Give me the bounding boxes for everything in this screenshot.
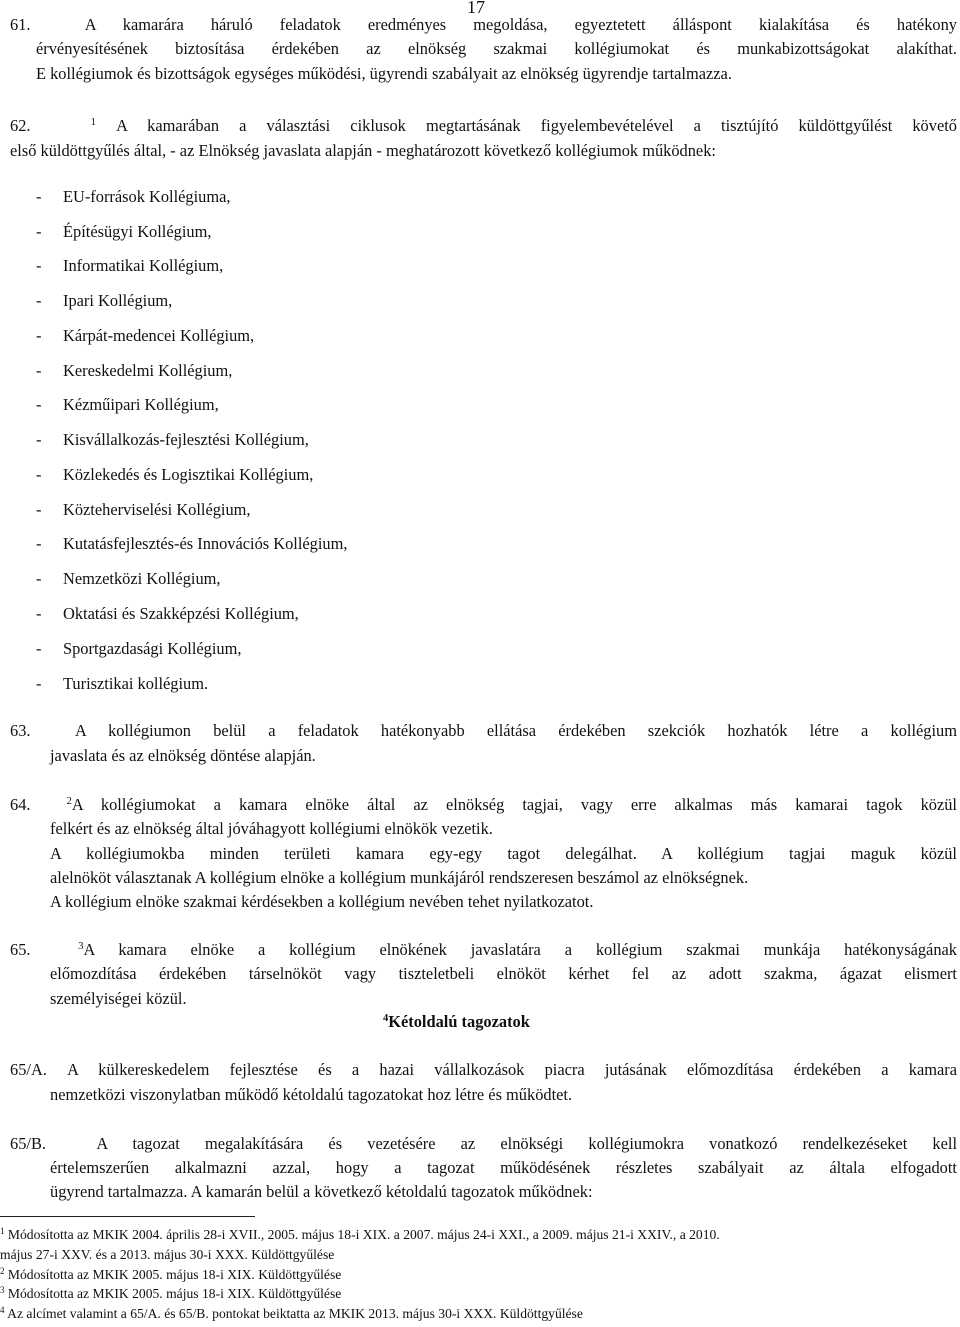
footnote: $^3$ Módosította az MKIK 2005. május 18-i XIX. Küldöttgyűlése [0,1285,342,1301]
list-item: - Építésügyi Kollégium, [36,222,212,241]
footnote: $^2$ Módosította az MKIK 2005. május 18-i XIX. Küldöttgyűlése [0,1266,342,1282]
paragraph-number: 65/B. [10,1134,46,1153]
paragraph-text: ügyrend tartalmazza. A kamarán belül a következő kétoldalú tagozatok működnek: [50,1182,593,1201]
list-item: - Kutatásfejlesztés-és Innovációs Kollégium, [36,534,348,553]
paragraph-text: A kamarában a választási ciklusok megtartásának figyelembevételével a tisztújító küldöttgyűlést követő [116,116,957,135]
footnote-ref: 2 [66,796,72,807]
paragraph-number: 62. [10,116,31,135]
paragraph-text: nemzetközi viszonylatban működő kétoldalú tagozatokat hoz létre és működtet. [50,1085,573,1104]
paragraph-text: felkért és az elnökség által jóváhagyott kollégiumi elnökök vezetik. [50,819,493,838]
paragraph-text: A tagozat megalakítására és vezetésére az elnökségi kollégiumokra vonatkozó rendelkezéseket kell [96,1134,957,1153]
paragraph-text: előmozdítása érdekében társelnököt vagy tiszteletbeli elnököt kérhet fel az adott szakma, ágazat elismert [50,964,957,983]
list-item: - Kisvállalkozás-fejlesztési Kollégium, [36,430,309,449]
footnote-ref: 4 [383,1013,389,1024]
paragraph-text: javaslata és az elnökség döntése alapján. [50,746,316,765]
list-item: - Kárpát-medencei Kollégium, [36,326,255,345]
page-number: 17 [467,0,485,17]
footnote-divider [0,1216,255,1217]
list-item: - Kereskedelmi Kollégium, [36,361,233,380]
section-heading-text: Kétoldalú tagozatok [388,1012,530,1031]
paragraph-text: alelnököt választanak A kollégium elnöke a kollégium munkájáról rendszeresen beszámol az elnökségnek. [50,868,749,887]
footnote-ref: 1 [90,117,97,128]
list-item: - Közlekedés és Logisztikai Kollégium, [36,465,314,484]
section-heading [383,1011,530,1033]
list-item: - Kézműipari Kollégium, [36,395,219,414]
list-item: - Közteherviselési Kollégium, [36,500,251,519]
footnote: $^1$ Módosította az MKIK 2004. április 28-i XVII., 2005. május 18-i XIX. a 2007. május 24-i XXI., a 2009. május 21-i XXIV., a 2010. [0,1226,720,1242]
list-item: - Oktatási és Szakképzési Kollégium, [36,604,299,623]
paragraph-text: E kollégiumok és bizottságok egységes működési, ügyrendi szabályait az elnökség ügyrendje tartalmazza. [36,64,732,83]
list-item: - Informatikai Kollégium, [36,256,224,275]
paragraph-text: személyiségei közül. [50,989,187,1008]
paragraph-text: A kollégiumokat a kamara elnöke által az elnökség tagjai, vagy erre alkalmas más kamarai tagok közül [71,795,957,814]
paragraph-text: értelemszerűen alkalmazni azzal, hogy a tagozat működésének részletes szabályait az általa elfogadott [50,1158,957,1177]
list-item: - Ipari Kollégium, [36,291,173,310]
footnote: május 27-i XXV. és a 2013. május 30-i XXX. Küldöttgyűlése [0,1247,335,1262]
paragraph-number: 63. [10,721,31,740]
paragraph-text: A külkereskedelem fejlesztése és a hazai vállalkozások piacra jutásának előmozdítása érdekében a kamara [67,1060,957,1079]
paragraph-text: első küldöttgyűlés által, - az Elnökség javaslata alapján - meghatározott következő kollégiumok működnek: [10,141,716,160]
paragraph-text: A kamara elnöke a kollégium elnökének javaslatára a kollégium szakmai munkája hatékonyságának [83,940,957,959]
footnote-ref: 3 [78,941,84,952]
list-item: - Nemzetközi Kollégium, [36,569,221,588]
list-item: - Sportgazdasági Kollégium, [36,639,242,658]
paragraph-number: 61. [10,15,31,34]
footnote: $^4$ Az alcímet valamint a 65/A. és 65/B. pontokat beiktatta az MKIK 2013. május 30-i XXX. Küldöttgyűlése [0,1305,583,1321]
paragraph-text: A kollégiumokba minden területi kamara egy-egy tagot delegálhat. A kollégium tagjai maguk közül [50,844,957,863]
list-item: - EU-források Kollégiuma, [36,187,231,206]
list-item: - Turisztikai kollégium. [36,674,209,693]
paragraph-text: A kollégiumon belül a feladatok hatékonyabb ellátása érdekében szekciók hozhatók létre a kollégium [74,721,957,740]
paragraph-number: 65/A. [10,1060,47,1079]
paragraph-number: 65. [10,940,31,959]
paragraph-number: 64. [10,795,31,814]
paragraph-text: érvényesítésének biztosítása érdekében az elnökség szakmai kollégiumokat és munkabizottságokat alakíthat. [36,39,957,58]
paragraph-text: A kamarára háruló feladatok eredményes megoldása, egyeztetett álláspont kialakítása és hatékony [84,15,957,34]
paragraph-text: A kollégium elnöke szakmai kérdésekben a kollégium nevében tehet nyilatkozatot. [50,892,594,911]
